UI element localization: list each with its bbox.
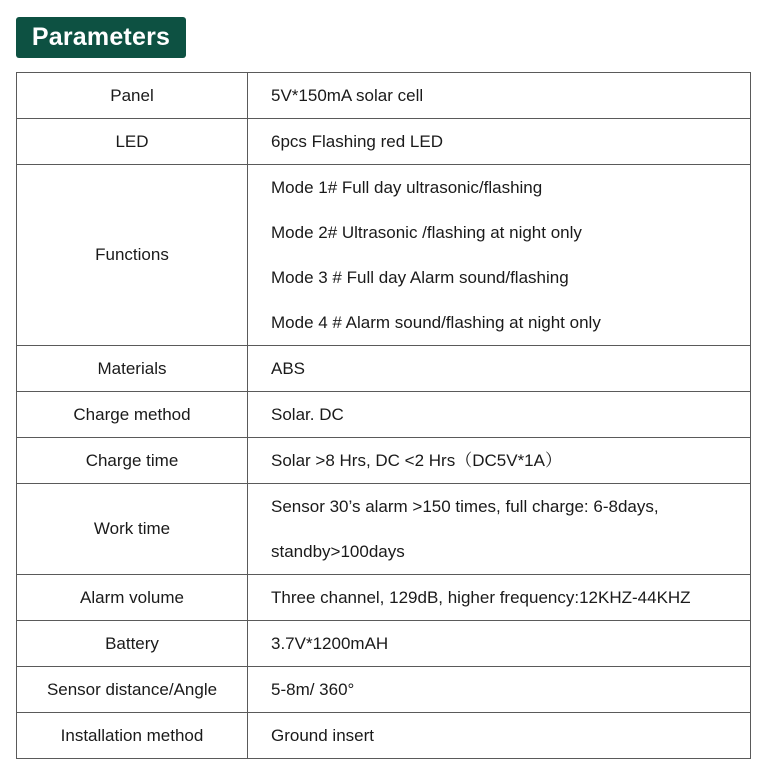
row-value — [248, 621, 751, 667]
table-row-sensor-distance — [17, 667, 751, 713]
row-value — [248, 346, 751, 392]
value-line: Mode 3 # Full day Alarm sound/flashing — [271, 268, 569, 287]
table-row-charge-time — [17, 438, 751, 484]
value-line: Mode 2# Ultrasonic /flashing at night only — [271, 223, 582, 242]
row-value — [248, 713, 751, 759]
row-label: Charge method — [17, 392, 248, 438]
table-row-led — [17, 119, 751, 165]
row-value — [248, 392, 751, 438]
value-line: Solar. DC — [271, 405, 344, 424]
table-row-materials — [17, 346, 751, 392]
row-value — [248, 575, 751, 621]
row-label: Installation method — [17, 713, 248, 759]
row-label: Materials — [17, 346, 248, 392]
value-line: 3.7V*1200mAH — [271, 634, 389, 653]
row-value — [248, 73, 751, 119]
row-label: Panel — [17, 73, 248, 119]
table-row-functions — [17, 165, 751, 346]
value-line: ABS — [271, 359, 306, 378]
value-line: 5-8m/ 360° — [271, 680, 355, 699]
value-line: 6pcs Flashing red LED — [271, 132, 443, 151]
row-value — [248, 165, 751, 346]
row-label: Functions — [17, 165, 248, 346]
value-line: standby>100days — [271, 542, 405, 561]
row-value — [248, 119, 751, 165]
value-line: Sensor 30’s alarm >150 times, full charge: 6-8days, — [271, 497, 659, 516]
table-row-work-time — [17, 484, 751, 575]
value-line: 5V*150mA solar cell — [271, 86, 424, 105]
row-value — [248, 438, 751, 484]
value-line: Ground insert — [271, 726, 374, 745]
table-row-installation-method — [17, 713, 751, 759]
row-label: Sensor distance/Angle — [17, 667, 248, 713]
table-row-charge-method — [17, 392, 751, 438]
value-line: Mode 4 # Alarm sound/flashing at night only — [271, 313, 601, 332]
table-row-panel — [17, 73, 751, 119]
row-label: Work time — [17, 484, 248, 575]
value-line: Mode 1# Full day ultrasonic/flashing — [271, 178, 543, 197]
value-line: Solar >8 Hrs, DC <2 Hrs（DC5V*1A） — [271, 451, 562, 470]
row-label: LED — [17, 119, 248, 165]
row-label: Charge time — [17, 438, 248, 484]
row-label: Battery — [17, 621, 248, 667]
row-value — [248, 667, 751, 713]
value-line: Three channel, 129dB, higher frequency:12KHZ-44KHZ — [271, 588, 691, 607]
table-row-alarm-volume — [17, 575, 751, 621]
row-value — [248, 484, 751, 575]
table-row-battery — [17, 621, 751, 667]
parameters-table — [16, 72, 751, 759]
page-title: Parameters — [16, 17, 186, 58]
row-label: Alarm volume — [17, 575, 248, 621]
